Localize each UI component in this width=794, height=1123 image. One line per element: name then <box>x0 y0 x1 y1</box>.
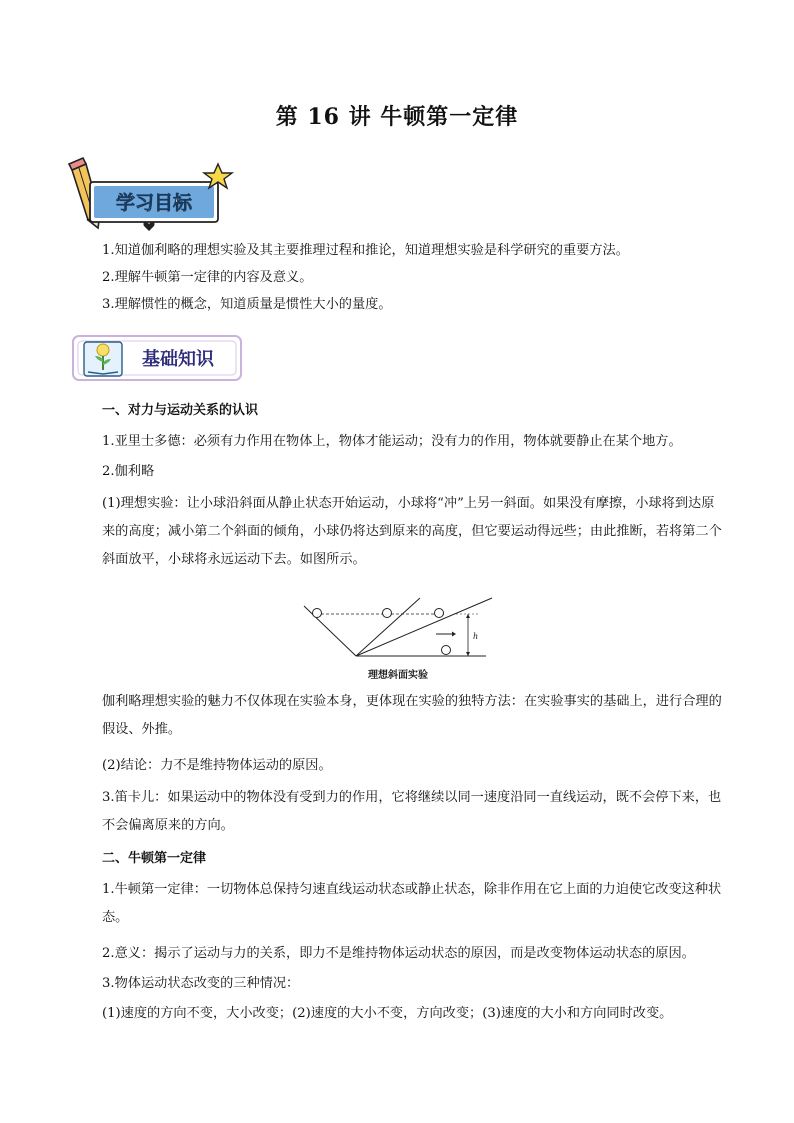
ball-slope-2 <box>383 609 392 618</box>
section2-heading: 二、牛顿第一定律 <box>102 851 207 866</box>
ideal-experiment-text: (1)理想实验：让小球沿斜面从静止状态开始运动，小球将“冲”上另一斜面。如果没有摩擦，小球将到达原来的高度；减小第二个斜面的倾角，小球仍将达到原来的高度，但它要运动得远些；由此推断，若将第二个斜面放平，小球将永远运动下去。如图所示。 <box>102 496 722 567</box>
meaning-text: 2.意义：揭示了运动与力的关系，即力不是维持物体运动状态的原因，而是改变物体运动状态的原因。 <box>102 946 695 961</box>
goal-item-1: 1.知道伽利略的理想实验及其主要推理过程和推论，知道理想实验是科学研究的重要方法。 <box>102 243 629 258</box>
newton-law-text: 1.牛顿第一定律：一切物体总保持匀速直线运动状态或静止状态，除非作用在它上面的力迫使它改变这种状态。 <box>102 882 722 925</box>
ball-start <box>313 609 322 618</box>
descartes-text: 3.笛卡儿：如果运动中的物体没有受到力的作用，它将继续以同一速度沿同一直线运动，既不会停下来，也不会偏离原来的方向。 <box>102 790 722 833</box>
ball-horizontal <box>442 646 451 655</box>
basic-knowledge-badge <box>72 332 244 386</box>
learning-goals-badge <box>66 156 236 234</box>
section1-heading: 一、对力与运动关系的认识 <box>102 403 259 418</box>
book-lightbulb-icon <box>84 342 122 376</box>
cases-text: (1)速度的方向不变，大小改变；(2)速度的大小不变，方向改变；(3)速度的大小和方向同时改变。 <box>102 1006 673 1021</box>
basic-knowledge-label: 基础知识 <box>142 349 214 370</box>
conclusion-text: (2)结论：力不是维持物体运动的原因。 <box>102 758 332 773</box>
aristotle-text: 1.亚里士多德：必须有力作用在物体上，物体才能运动；没有力的作用，物体就要静止在某个地方。 <box>102 434 682 449</box>
page-title: 第 16 讲 牛顿第一定律 <box>275 104 519 130</box>
cases-intro-text: 3.物体运动状态改变的三种情况： <box>102 976 300 991</box>
arrow-right-icon <box>436 632 456 637</box>
ball-slope-3 <box>435 609 444 618</box>
goal-item-2: 2.理解牛顿第一定律的内容及意义。 <box>102 270 313 285</box>
figure-caption: 理想斜面实验 <box>368 670 428 681</box>
charm-text: 伽利略理想实验的魅力不仅体现在实验本身，更体现在实验的独特方法：在实验事实的基础上，进行合理的假设、外推。 <box>102 694 722 737</box>
learning-goals-label: 学习目标 <box>115 192 193 214</box>
goal-item-3: 3.理解惯性的概念，知道质量是惯性大小的量度。 <box>102 297 392 312</box>
height-label: h <box>473 632 479 641</box>
galileo-label: 2.伽利略 <box>102 464 155 479</box>
heart-icon <box>143 222 154 231</box>
